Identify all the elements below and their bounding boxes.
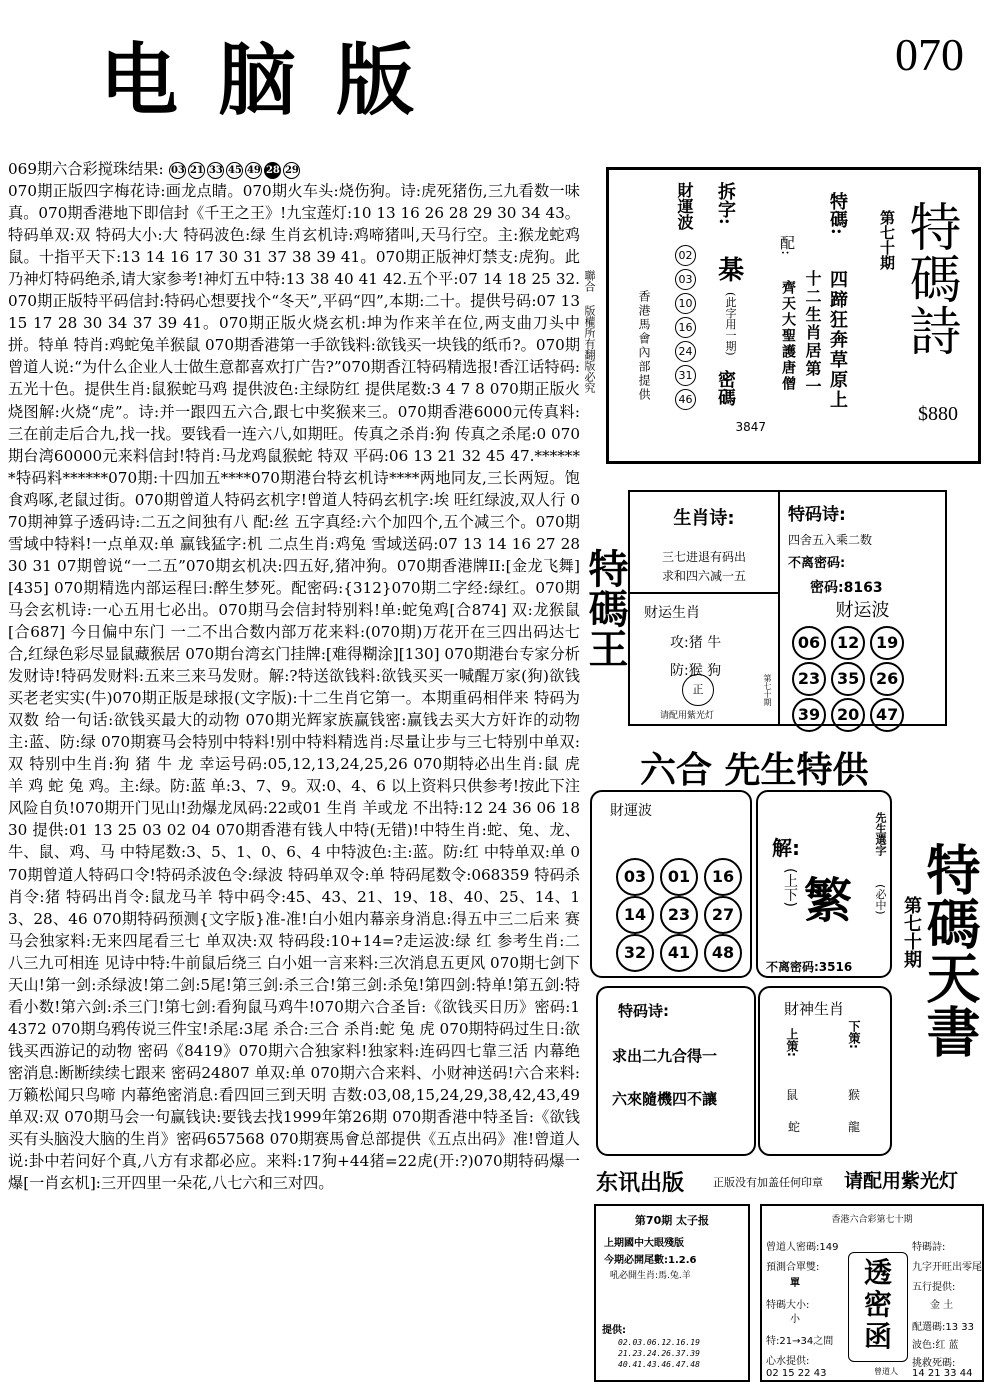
wave-ball: 10 xyxy=(675,293,696,314)
poem-line-3: 齊天大聖護唐僧 xyxy=(780,280,796,392)
toumi-b4: 金 土 xyxy=(930,1300,954,1311)
toumi-nums: 02 15 22 43 xyxy=(766,1368,827,1379)
result-ball-special: 29 xyxy=(283,162,300,179)
toumi-b6: 波色:红 蓝 xyxy=(912,1340,959,1351)
toumi-a3v: 小 xyxy=(790,1314,800,1325)
wave-ball: 35 xyxy=(831,662,865,696)
xiansheng-box xyxy=(590,790,980,1160)
result-ball-special: 28 xyxy=(264,162,281,179)
toumi-box xyxy=(760,1204,984,1382)
caiyun-wave-title: 财运波 xyxy=(835,600,890,621)
big-char: 繁 xyxy=(804,873,853,929)
wave-ball: 31 xyxy=(675,365,696,386)
poem-line-1: 四蹄狂奔草原上 xyxy=(827,270,848,410)
tema-poem2-line-1: 求出二九合得一 xyxy=(612,1047,718,1065)
wave-ball: 26 xyxy=(870,662,904,696)
shengxiao-title: 生肖诗: xyxy=(673,508,735,529)
wave-ball: 12 xyxy=(831,626,865,660)
result-lead: 069期六合彩搅珠结果: xyxy=(8,160,164,178)
down-sx-1: 猴 xyxy=(848,1088,861,1102)
issue-number: 070 xyxy=(895,29,964,80)
tema-poem-code: 密码:8163 xyxy=(810,580,883,596)
result-ball: 03 xyxy=(169,162,186,179)
publisher: 东讯出版 xyxy=(596,1171,685,1196)
wave-ball: 48 xyxy=(704,934,742,972)
no-leave-code: 不离密码:3516 xyxy=(766,960,853,974)
mima-label: 密碼 xyxy=(715,370,736,406)
poem-line-2: 十二生肖居第一 xyxy=(803,270,822,396)
wave-ball: 23 xyxy=(792,662,826,696)
box1-price: $880 xyxy=(918,403,958,425)
updown-note: (上下) xyxy=(782,868,798,907)
toumi-a1: 曾道人密碼:149 xyxy=(766,1242,839,1253)
up-sx-2: 蛇 xyxy=(788,1120,801,1134)
wave-ball: 27 xyxy=(704,896,742,934)
toumi-center-3: 函 xyxy=(863,1320,892,1353)
toumi-b8: 14 21 33 44 xyxy=(912,1368,973,1379)
shengxiao-line-1: 三七进退有码出 xyxy=(661,550,746,564)
period-note: 第七十期 xyxy=(763,674,772,706)
caishen-cell xyxy=(758,986,892,1156)
shengxiao-poem-cell xyxy=(630,492,780,594)
taizi-line-3: 吼必開生肖:馬.兔.羊 xyxy=(610,1271,691,1281)
up-label: 上策: xyxy=(785,1028,799,1057)
tema-poem-cell xyxy=(780,492,945,596)
wave-ball: 20 xyxy=(831,698,865,732)
wave-ball: 14 xyxy=(616,896,654,934)
wave-ball: 24 xyxy=(675,341,696,362)
tema-wang-title: 特碼王 xyxy=(582,548,629,668)
down-sx-2: 龍 xyxy=(848,1120,861,1134)
bi-label: (必中) xyxy=(874,884,887,915)
caiyun-wave-cell xyxy=(780,594,945,724)
taizi-nums-1: 02.03.06.12.16.19 xyxy=(618,1338,700,1347)
toumi-center-1: 透 xyxy=(863,1256,892,1289)
taizi-nums-3: 40.41.43.46.47.48 xyxy=(618,1360,700,1369)
xuanzi-cell xyxy=(756,790,892,978)
tianshu-period: 第七十期 xyxy=(901,896,922,968)
wave-ball: 02 xyxy=(675,245,696,266)
taizi-line-2: 今期必開尾數:1.2.6 xyxy=(604,1255,697,1266)
uv-note: 请配用紫光灯 xyxy=(660,711,715,721)
toumi-b1: 特碼詩: xyxy=(912,1242,946,1253)
toumi-a2v: 單 xyxy=(790,1278,800,1289)
caishen-title: 財神生肖 xyxy=(784,1000,845,1018)
chaizi-label: 拆字: xyxy=(715,182,736,225)
toumi-b5: 配選碼:13 33 xyxy=(912,1322,974,1333)
zi-label: 先生選字 xyxy=(874,812,887,856)
tema-poem-line-1: 四舍五入乘二数 xyxy=(788,533,873,547)
wave-ball: 19 xyxy=(870,626,904,660)
copyright-note: 版權所有翻版必究 xyxy=(583,305,596,393)
special-label: 特碼: xyxy=(827,192,848,235)
wave-cell xyxy=(590,790,752,978)
toumi-center xyxy=(848,1252,908,1362)
stamp: 正 xyxy=(682,674,714,706)
result-ball: 45 xyxy=(226,162,243,179)
taizi-provide: 提供: xyxy=(602,1325,626,1336)
caiyun-cell xyxy=(630,594,780,724)
toumi-b3: 五行提供: xyxy=(912,1282,956,1293)
toumi-stamp: 曾道人 xyxy=(874,1367,898,1376)
wave-ball: 16 xyxy=(704,858,742,896)
toumi-header: 香港六合彩第七十期 xyxy=(831,1215,913,1225)
wave-ball: 23 xyxy=(660,896,698,934)
article-body xyxy=(8,158,580,1384)
wave-list xyxy=(675,242,696,413)
caiyun-attack: 攻:猪 牛 xyxy=(670,635,722,651)
toumi-b2: 九字开旺出零尾 xyxy=(912,1262,982,1273)
wave-ball: 39 xyxy=(792,698,826,732)
wave-ball: 03 xyxy=(616,858,654,896)
wave-title: 財運波 xyxy=(610,803,652,819)
tema-poem2-line-2: 六來隨機四不讓 xyxy=(612,1090,718,1108)
wave-ball: 32 xyxy=(616,934,654,972)
stamp-note: 正版没有加盖任何印章 xyxy=(713,1176,823,1189)
article-text: 070期正版四字梅花诗:画龙点睛。070期火车头:烧伤狗。诗:虎死猪伤,三九看数一味真。070期香港地下即信封《千王之王》!九宝莲灯:10 13 16 26 28 29 30 34 43。特码单双:双 特码大小:大 特码波色:绿 生肖玄机诗:鸡啼猪叫,天马行空。主:猴龙蛇鸡鼠。十指平天下:13 14 16 17 30 31 37 38 39 41。070期正版神灯禁支:虎狗。此乃神灯特码绝杀,请大家参考!神灯五中特:13 38 40 41 42.五个平:07 14 18 25 32.070期正版特平码信封:特码心想要找个“冬天”,平码“四”,本期:二十。提供号码:07 13 15 17 28 30 34 37 39 41。070期正版火烧玄机:坤为作来羊在位,两支曲刀头中拼。特单 特肖:鸡蛇兔羊猴鼠 070期香港第一手欲钱料:欲钱买一块钱的纸币?。070期曾道人说:“为什么企业人士做生意都喜欢打广告?”070期香江特码精选报!香江话特码:五光十色。提供生肖:鼠猴蛇马鸡 提供波色:主绿防红 提供尾数:3 4 7 8 070期正版火烧图解:火烧“虎”。诗:并一跟四五六合,跟七中奖猴来三。070期香港6000元传真料:三在前走后合九,找一找。要钱看一连六八,如期旺。传真之杀肖:狗 传真之杀尾:0 070期台湾60000元来料信封!特肖:马龙鸡鼠猴蛇 特双 平码:06 13 21 32 45 47.*******特码料******070期:十四加五****070期港台特玄机诗****两地同友,三长两短。饱食鸡啄,老鼠过街。070期曾道人特码玄机字!曾道人特码玄机字:埃 旺红绿波,双人行 070期神算子透码诗:二五之间独有八 配:丝 五字真经:六个加四个,五个减三个。070期雪域中特料!一点单双:单 赢钱猛字:机 二点生肖:鸡兔 雪域送码:07 13 14 16 27 28 30 31 07期曾说“一二五”070期玄机决:四五好,猪冲狗。070期香港牌II:[金龙飞舞][435] 070期精选内部运程曰:醉生梦死。配密码:{312}070期二字经:绿红。070期马会玄机诗:一心五用七必出。070期马会信封特别料!单:蛇兔鸡[合874] 双:龙猴鼠[合687] 今日偏中东门 一二不出合数内部万花来料:(070期)万花开在三四出码达七合,红绿色彩尽显鼠藏猴居 070期台湾玄门挂牌:[难得糊涂][130] 070期港台专家分析发财诗!特码发财料:五来三来马发财。解:?特送欲钱料:欲钱买买一喊醒万家(狗)欲钱买老老实实(牛)070期正版是球报(文字版):十二生肖它第一。本期重码相伴来 特码为双数 给一句话:欲钱买最大的动物 070期光辉家族赢钱密:赢钱去买大方奸诈的动物 主:蓝、防:绿 070期赛马会特别中特料!别中特料精选肖:尽量让步与三七特别中单双:双 特别中生肖:狗 猪 牛 龙 幸运号码:05,12,13,24,25,26 070期特必出生肖:鼠 虎 羊 鸡 蛇 兔 鸡。主:绿。防:蓝 单:3、7、9。双:0、4、6 以上资料只供参考!按此下注风险自负!070期开门见山!劲爆龙凤码:22或01 生肖 羊或龙 不出特:12 24 36 06 18 30 提供:01 13 25 03 02 04 070期香港有钱人中特(无错)!中特生肖:蛇、兔、龙、牛、鼠、鸡、马 中特尾数:3、5、1、0、6、4 中特波色:主:蓝。防:红 中特单双:单 070期曾道人特码口令!特码杀波色令:绿波 特码单双令:单 特码尾数令:068359 特码杀肖令:猪 特码出肖令:鼠龙马羊 特中码令:45、43、21、19、18、40、25、14、13、28、46 070期特码预测{文字版}准-准!白小姐内幕亲身消息:得五中三二后来 赛马会独家料:无来四尾看三七 单双决:双 特码段:10+14=?走运波:绿 红 参考生肖:二八三九可相连 见诗中特:牛前鼠后绕三 白小姐一言来料:三次消息五更风 070期七剑下天山!第一剑:杀绿波!第二剑:5尾!第三剑:杀三合!第三剑:杀兔!第四剑:特单!第五剑:特看小数!第六剑:杀三门!第七剑:看狗鼠马鸡牛!070期六合圣旨:《欲钱买日历》密码:14372 070期乌鸦传说三件宝!杀尾:3尾 杀合:三合 杀肖:蛇 兔 虎 070期特码过生日:欲钱买西游记的动物 密码《8419》070期六合独家料!独家料:连码四七靠三活 内幕绝密消息:断断续续七跟来 密码24807 单双:单 070期六合来料、小财神送码!六合来料:万籁松闻只鸟啼 内幕绝密消息:看四回三到天明 吉数:03,08,15,24,29,38,42,43,49 单双:双 070期马会一句赢钱诀:要钱去找1999年第26期 070期香港中特圣旨:《欲钱买有头脑没大脑的生肖》密码657568 070期赛馬會总部提供《五点出码》准!曾道人说:卦中若问好个真,八方有求都必应。来料:17狗+44猪=22虎(开:?)070期特码爆一爆[一肖玄机]:三开四里一朵花,八七六和三对四。 xyxy=(8,182,580,1193)
wave-ball: 46 xyxy=(675,389,696,410)
taizi-title: 第70期 太子报 xyxy=(634,1214,710,1227)
wave-ball: 41 xyxy=(660,934,698,972)
uv-light-note: 请配用紫光灯 xyxy=(844,1170,959,1192)
toumi-a2: 預測合單雙: xyxy=(766,1262,820,1273)
chaizi-char: 棊 xyxy=(717,256,744,286)
result-ball: 49 xyxy=(245,162,262,179)
tema-poem-line-2: 不离密码: xyxy=(788,556,846,571)
toumi-a5: 心水提供: xyxy=(766,1356,810,1367)
wave-ball: 16 xyxy=(675,317,696,338)
taizi-box xyxy=(594,1204,750,1382)
tema-poem-title: 特码诗: xyxy=(788,505,846,525)
box1-code: 3847 xyxy=(735,420,766,434)
tema-wang-box xyxy=(628,490,947,726)
tema-poem-box xyxy=(583,167,981,464)
tema-poem2-cell xyxy=(596,986,756,1156)
toumi-b7: 挑救死碼: xyxy=(912,1358,956,1369)
tema-poem2-title: 特码诗: xyxy=(618,1002,669,1020)
box1-period: 第七十期 xyxy=(878,210,896,270)
shengxiao-line-2: 求和四六减一五 xyxy=(661,569,746,583)
taizi-nums-2: 21.23.24.26.37.39 xyxy=(618,1349,700,1358)
chaizi-note: (此字用一期) xyxy=(724,292,737,356)
page-title: 电脑版 xyxy=(100,35,455,126)
toumi-a4: 特:21→34之間 xyxy=(766,1336,834,1347)
toumi-a3: 特碼大小: xyxy=(766,1300,810,1311)
wave-ball: 06 xyxy=(792,626,826,660)
side-label: 聯合 xyxy=(583,270,596,292)
wave-label: 財運波 xyxy=(675,182,694,230)
caiyun-title: 财运生肖 xyxy=(644,605,700,621)
jie-label: 解: xyxy=(772,836,800,860)
up-sx-1: 鼠 xyxy=(786,1088,799,1102)
down-label: 下策: xyxy=(847,1020,861,1049)
wave-ball: 01 xyxy=(660,858,698,896)
provider: 香港馬會內部提供 xyxy=(637,290,651,402)
tianshu-title: 特碼天書 xyxy=(918,842,982,1058)
toumi-center-2: 密 xyxy=(863,1288,892,1321)
xiansheng-header: 六合 先生特供 xyxy=(640,749,869,791)
caiyun-defend: 防:猴 狗 xyxy=(670,663,722,679)
result-ball: 33 xyxy=(207,162,224,179)
taizi-line-1: 上期國中大眼殘版 xyxy=(604,1238,684,1249)
pei-label: 配: xyxy=(778,235,796,256)
box1-title: 特碼詩 xyxy=(900,200,960,356)
result-ball: 21 xyxy=(188,162,205,179)
wave-ball: 47 xyxy=(870,698,904,732)
wave-ball: 03 xyxy=(675,269,696,290)
